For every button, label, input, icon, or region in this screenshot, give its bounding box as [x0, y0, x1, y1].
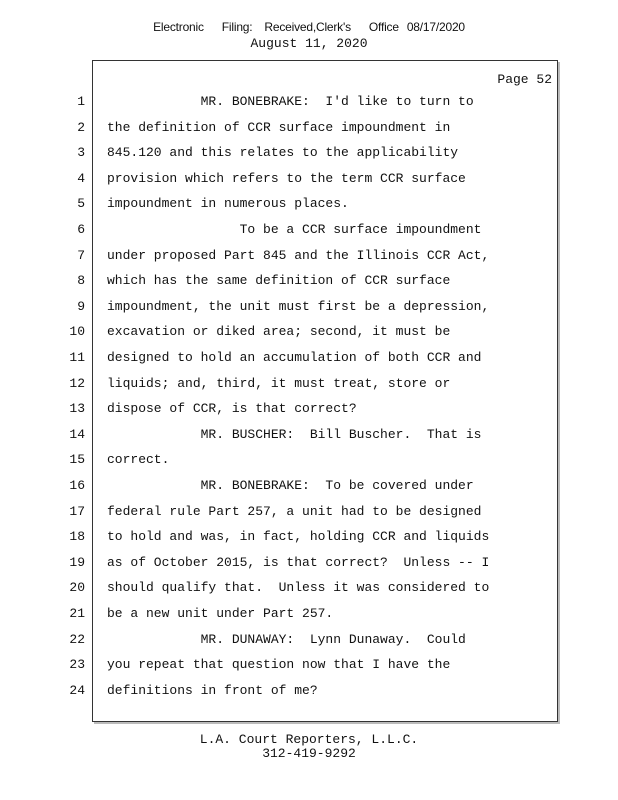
line-number: 21 — [69, 606, 85, 621]
transcript-line — [0, 94, 618, 120]
line-number: 17 — [69, 503, 85, 519]
line-text: designed to hold an accumulation of both CCR and — [107, 350, 482, 365]
stamp-word: Electronic — [153, 20, 204, 34]
line-text: which has the same definition of CCR surface — [107, 273, 451, 289]
line-number: 10 — [69, 324, 85, 340]
transcript-line — [0, 171, 618, 197]
transcript-line — [0, 376, 618, 402]
line-text: under proposed Part 845 and the Illinois CCR Act, — [107, 247, 490, 263]
line-text: should qualify that. Unless it was considered to — [107, 580, 490, 596]
line-text: to hold and was, in fact, holding CCR and liquids — [107, 529, 490, 545]
stamp-word: Office — [368, 20, 399, 34]
line-text: federal rule Part 257, a unit had to be designed — [107, 503, 482, 519]
line-text: be a new unit under Part 257. — [107, 606, 334, 621]
line-text: impoundment in numerous places. — [107, 196, 349, 212]
transcript-line — [0, 606, 618, 632]
reporter-company: L.A. Court Reporters, L.L.C. — [199, 732, 419, 747]
line-text: MR. BUSCHER: Bill Buscher. That is — [107, 426, 482, 442]
transcript-line — [0, 683, 618, 709]
line-text: dispose of CCR, is that correct? — [107, 401, 357, 417]
line-number: 24 — [69, 682, 85, 698]
line-number: 18 — [69, 529, 85, 545]
transcript-line — [0, 145, 618, 171]
line-number: 8 — [77, 273, 85, 289]
transcript-line — [0, 504, 618, 530]
line-text: MR. BONEBRAKE: I'd like to turn to — [107, 94, 474, 109]
filing-stamp — [0, 20, 618, 34]
transcript-line — [0, 452, 618, 478]
transcript-line — [0, 580, 618, 606]
transcript-line — [0, 222, 618, 248]
line-number: 23 — [69, 657, 85, 673]
transcript-line — [0, 657, 618, 683]
line-number: 16 — [69, 478, 85, 493]
transcript-line — [0, 478, 618, 504]
line-text: MR. DUNAWAY: Lynn Dunaway. Could — [107, 631, 466, 647]
transcript-line — [0, 273, 618, 299]
line-number: 22 — [69, 631, 85, 647]
line-text: correct. — [107, 452, 170, 468]
line-text: as of October 2015, is that correct? Unless -- I — [107, 554, 490, 570]
line-number: 1 — [77, 94, 85, 109]
line-text: definitions in front of me? — [107, 682, 318, 698]
line-number: 13 — [69, 401, 85, 417]
line-number: 3 — [77, 145, 85, 161]
line-number: 12 — [69, 375, 85, 391]
page-number: Page 52 — [497, 72, 552, 87]
line-number: 6 — [77, 222, 85, 237]
transcript-line — [0, 427, 618, 453]
transcript-line — [0, 299, 618, 325]
line-text: impoundment, the unit must first be a depression, — [107, 298, 490, 314]
line-number: 5 — [77, 196, 85, 212]
transcript-line — [0, 120, 618, 146]
transcript-line — [0, 324, 618, 350]
reporter-phone: 312-419-9292 — [262, 746, 356, 761]
line-number: 14 — [69, 426, 85, 442]
transcript-line — [0, 248, 618, 274]
stamp-word: Filing: — [221, 20, 253, 34]
stamp-word: Received,Clerk's — [264, 20, 351, 34]
hearing-date: August 11, 2020 — [250, 36, 368, 51]
transcript-line — [0, 632, 618, 658]
line-text: provision which refers to the term CCR surface — [107, 170, 466, 186]
line-text: the definition of CCR surface impoundment in — [107, 119, 451, 135]
line-number: 2 — [77, 119, 85, 135]
transcript-line — [0, 529, 618, 555]
line-text: 845.120 and this relates to the applicability — [107, 145, 459, 161]
line-text: To be a CCR surface impoundment — [107, 222, 482, 237]
footer — [0, 733, 618, 761]
transcript-line — [0, 350, 618, 376]
transcript-line — [0, 401, 618, 427]
transcript-line — [0, 196, 618, 222]
line-text: liquids; and, third, it must treat, store or — [107, 375, 451, 391]
line-number: 11 — [69, 350, 85, 365]
line-text: excavation or diked area; second, it must be — [107, 324, 451, 340]
line-number: 4 — [77, 170, 85, 186]
line-number: 9 — [77, 298, 85, 314]
stamp-word: 08/17/2020 — [406, 20, 465, 34]
line-number: 15 — [69, 452, 85, 468]
line-number: 20 — [69, 580, 85, 596]
line-number: 19 — [69, 554, 85, 570]
line-text: MR. BONEBRAKE: To be covered under — [107, 478, 474, 493]
transcript-line — [0, 555, 618, 581]
line-number: 7 — [77, 247, 85, 263]
line-text: you repeat that question now that I have the — [107, 657, 451, 673]
